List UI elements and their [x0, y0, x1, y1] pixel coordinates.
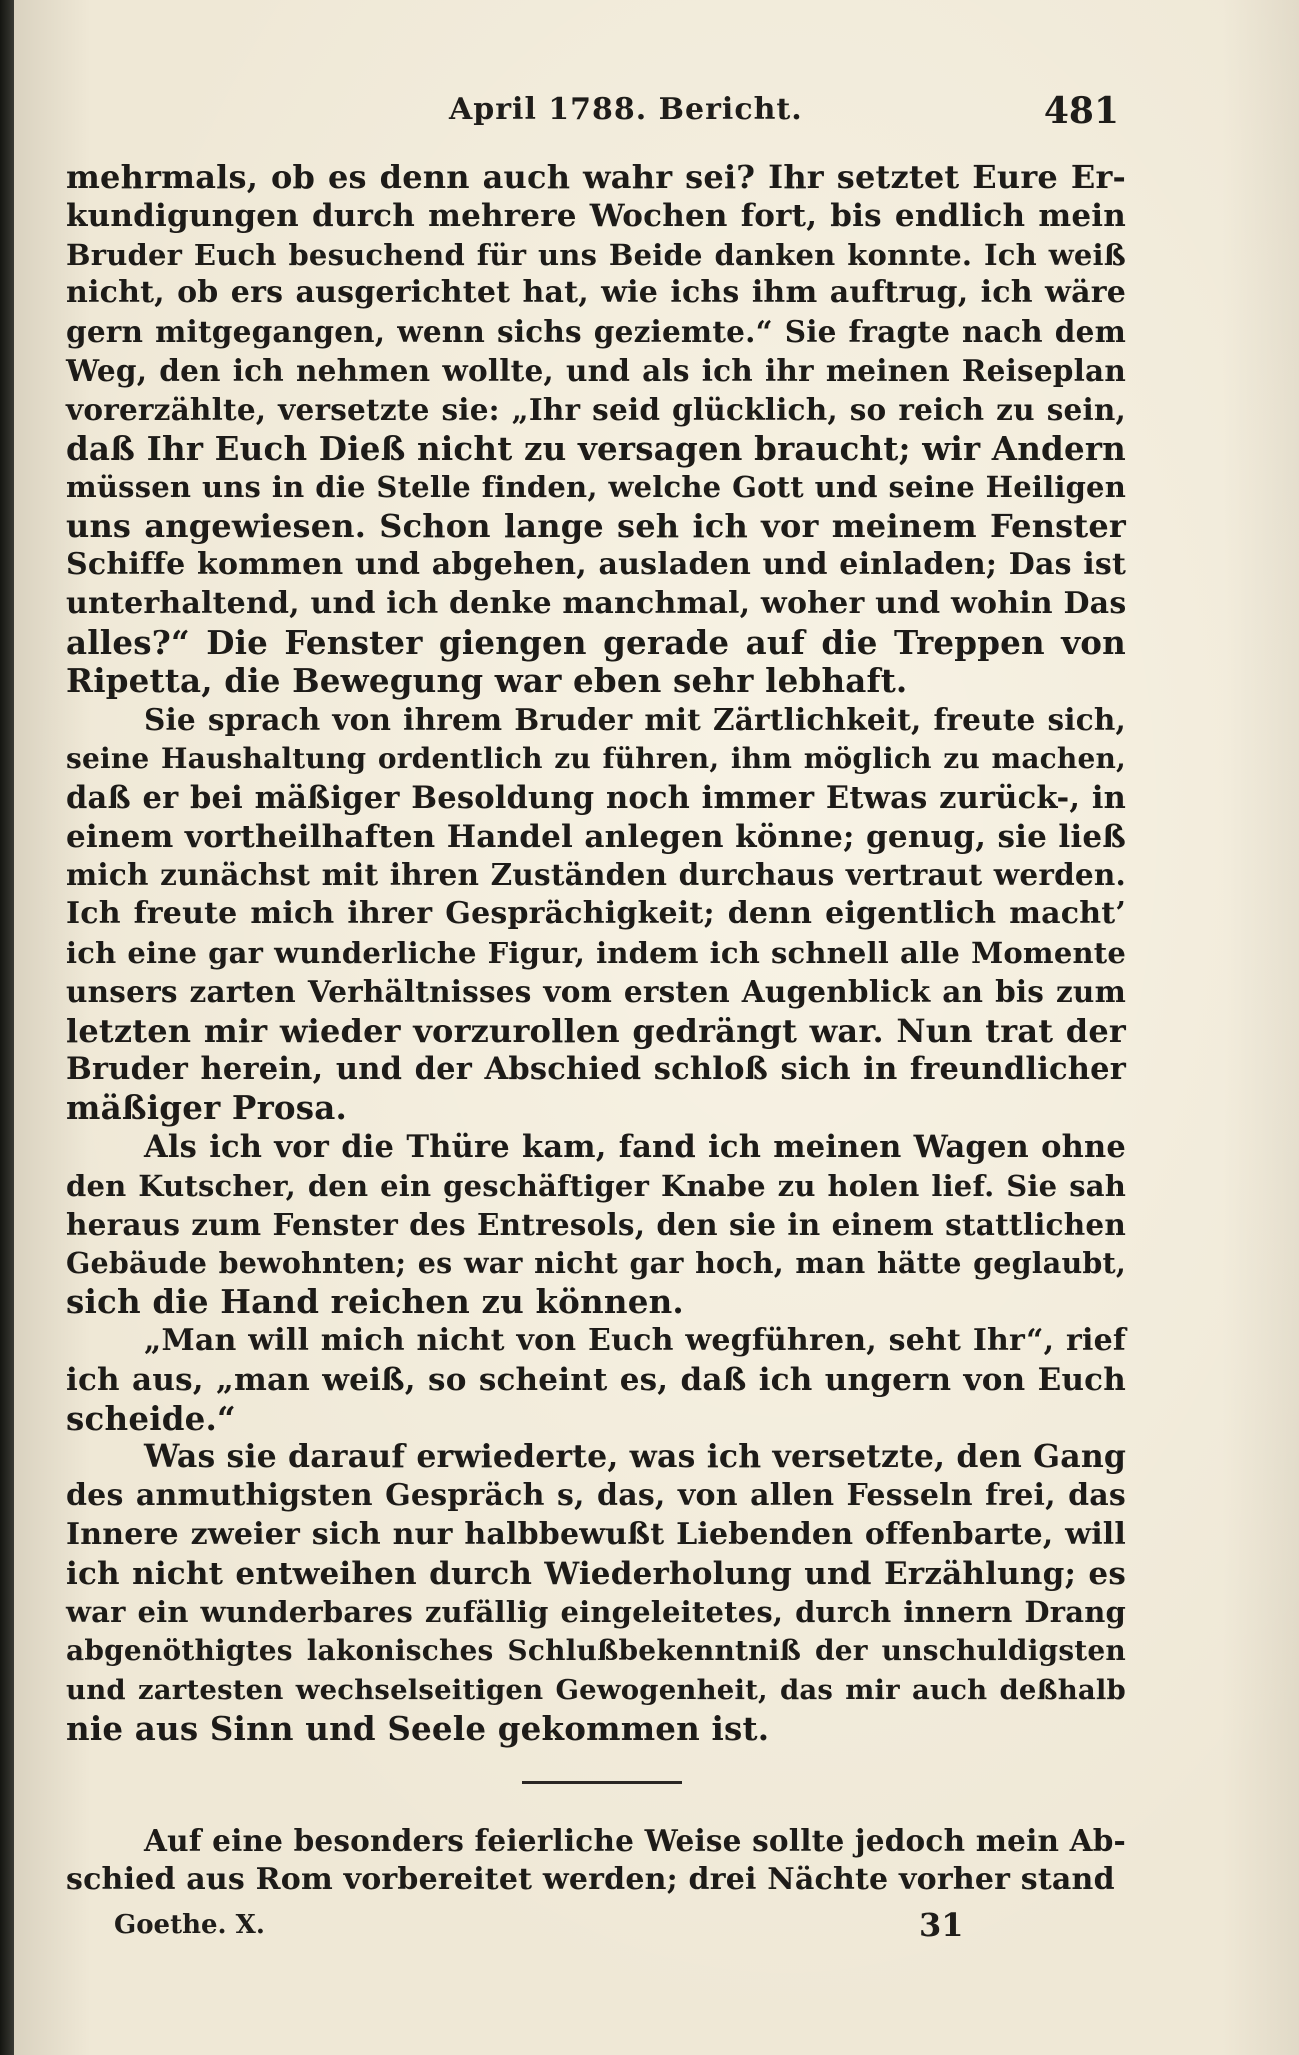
paragraph — [66, 1822, 1126, 1900]
running-head: April 1788. Bericht. — [449, 92, 803, 127]
text-line: vorerzählte, versetzte sie: „Ihr seid glücklich, so reich zu sein, — [66, 391, 1126, 427]
text-line: mich zunächst mit ihren Zuständen durchaus vertraut werden. — [66, 857, 1126, 893]
text-line: einem vortheilhaften Handel anlegen könne; genug, sie ließ — [66, 818, 1126, 855]
text-line: Als ich vor die Thüre kam, fand ich meinen Wagen ohne — [144, 1128, 1126, 1165]
text-line: Schiffe kommen und abgehen, ausladen und einladen; Das ist — [66, 546, 1126, 582]
text-line: Was sie darauf erwiederte, was ich versetzte, den Gang — [144, 1438, 1127, 1476]
body-text — [66, 158, 1126, 1749]
paragraph — [66, 1322, 1126, 1438]
text-line: mäßiger Prosa. — [66, 1088, 348, 1128]
text-line: alles?“ Die Fenster giengen gerade auf die Treppen von — [66, 622, 1126, 662]
text-line: unsers zarten Verhältnisses vom ersten Augenblick an bis zum — [66, 973, 1126, 1009]
section-divider — [522, 1781, 682, 1784]
text-line: gern mitgegangen, wenn sichs geziemte.“ Sie fragte nach dem — [66, 314, 1126, 350]
sheet-number: 31 — [919, 1906, 964, 1944]
book-page — [14, 0, 1299, 2055]
text-line: „Man will mich nicht von Euch wegführen, seht Ihr“, rief — [144, 1322, 1126, 1358]
text-line: müssen uns in die Stelle finden, welche Gott und seine Heiligen — [66, 470, 1126, 505]
text-line: daß Ihr Euch Dieß nicht zu versagen braucht; wir Andern — [66, 428, 1126, 468]
signature-mark: Goethe. X. — [114, 1910, 265, 1940]
text-line: ich nicht entweihen durch Wiederholung und Erzählung; es — [66, 1555, 1126, 1592]
page-footer — [14, 1906, 1299, 1946]
text-line: unterhaltend, und ich denke manchmal, woher und wohin Das — [66, 585, 1127, 621]
page-number: 481 — [1043, 90, 1119, 132]
paragraph — [66, 1128, 1126, 1322]
text-line: Bruder Euch besuchend für uns Beide danken konnte. Ich weiß — [66, 237, 1126, 272]
paragraph — [66, 701, 1126, 1128]
text-line: Sie sprach von ihrem Bruder mit Zärtlichkeit, freute sich, — [144, 702, 1126, 738]
text-line: abgenöthigtes lakonisches Schlußbekenntniß der unschuldigsten — [66, 1634, 1126, 1668]
text-line: und zartesten wechselseitigen Gewogenheit, das mir auch deßhalb — [66, 1674, 1126, 1707]
text-line: kundigungen durch mehrere Wochen fort, bis endlich mein — [66, 197, 1126, 234]
text-line: seine Haushaltung ordentlich zu führen, ihm möglich zu machen, — [66, 741, 1126, 775]
text-line: sich die Hand reichen zu können. — [66, 1282, 684, 1322]
text-line: Ripetta, die Bewegung war eben sehr lebhaft. — [66, 661, 908, 701]
body-text-continued — [66, 1822, 1126, 1900]
text-line: Bruder herein, und der Abschied schloß sich in freundlicher — [66, 1051, 1126, 1088]
text-line: Gebäude bewohnten; es war nicht gar hoch, man hätte geglaubt, — [66, 1246, 1126, 1281]
page-edge — [0, 0, 14, 2055]
text-line: war ein wunderbares zufällig eingeleitetes, durch innern Drang — [66, 1595, 1126, 1630]
text-line: nie aus Sinn und Seele gekommen ist. — [66, 1708, 770, 1748]
text-line: scheide.“ — [66, 1398, 236, 1438]
paragraph — [66, 158, 1126, 701]
text-line: mehrmals, ob es denn auch wahr sei? Ihr setztet Eure Er- — [66, 158, 1126, 196]
text-line: den Kutscher, den ein geschäftiger Knabe zu holen lief. Sie sah — [66, 1168, 1126, 1203]
page-header — [14, 92, 1299, 142]
text-line: ich eine gar wunderliche Figur, indem ich schnell alle Momente — [66, 935, 1126, 970]
text-line: Ich freute mich ihrer Gesprächigkeit; denn eigentlich macht’ — [66, 896, 1126, 932]
text-line: daß er bei mäßiger Besoldung noch immer Etwas zurück-, in — [66, 779, 1126, 816]
text-line: uns angewiesen. Schon lange seh ich vor meinem Fenster — [66, 507, 1126, 546]
text-line: heraus zum Fenster des Entresols, den sie in einem stattlichen — [66, 1206, 1126, 1242]
text-line: letzten mir wieder vorzurollen gedrängt war. Nun trat der — [66, 1011, 1126, 1050]
text-line: Auf eine besonders feierliche Weise sollte jedoch mein Ab- — [144, 1823, 1126, 1858]
text-line: schied aus Rom vorbereitet werden; drei Nächte vorher stand — [66, 1861, 1115, 1897]
text-line: nicht, ob ers ausgerichtet hat, wie ichs ihm auftrug, ich wäre — [66, 275, 1126, 311]
text-line: Innere zweier sich nur halbbewußt Liebenden offenbarte, will — [66, 1516, 1126, 1552]
text-line: des anmuthigsten Gespräch s, das, von allen Fesseln frei, das — [66, 1478, 1126, 1514]
paragraph — [66, 1438, 1126, 1748]
text-line: Weg, den ich nehmen wollte, und als ich ihr meinen Reiseplan — [66, 352, 1126, 388]
text-line: ich aus, „man weiß, so scheint es, daß ich ungern von Euch — [66, 1361, 1126, 1398]
